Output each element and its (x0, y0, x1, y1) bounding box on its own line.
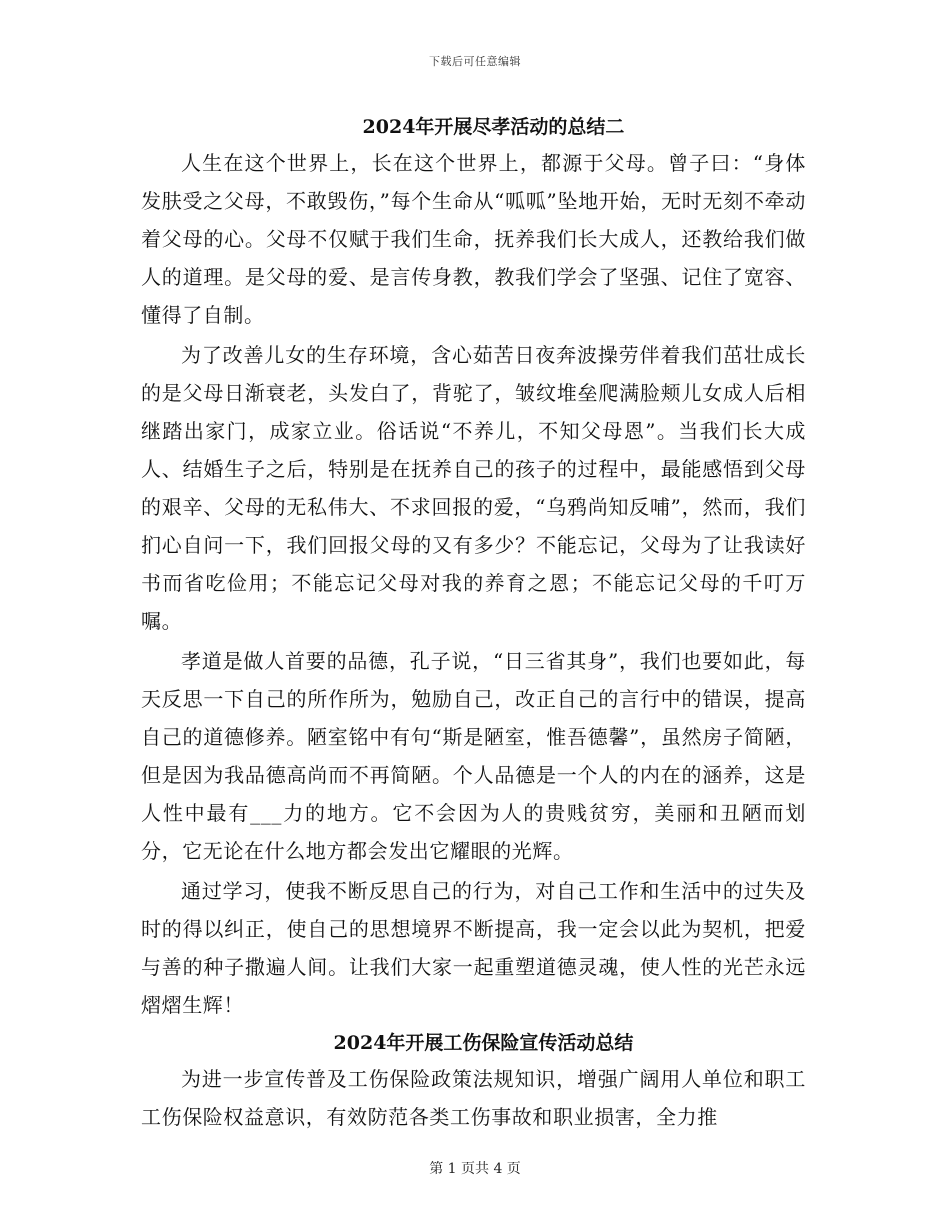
section-title: 2024年开展工伤保险宣传活动总结 (333, 1032, 634, 1054)
section-title: 2024年开展尽孝活动的总结二 (362, 116, 625, 138)
paragraph: 人生在这个世界上，长在这个世界上，都源于父母。曾子曰：“身体发肤受之父母，不敢毁伤，”每个生命从“呱呱”坠地开始，无时无刻不牵动着父母的心。父母不仅赋于我们生命，抚养我们长大成人，还教给我们做人的道理。是父母的爱、是言传身教，教我们学会了坚强、记住了宽容、懂得了自制。 (141, 151, 806, 327)
document-body (141, 112, 806, 1138)
paragraph: 为了改善儿女的生存环境，含心茹苦日夜奔波操劳伴着我们茁壮成长的是父母日渐衰老，头发白了，背驼了，皱纹堆垒爬满脸颊儿女成人后相继踏出家门，成家立业。俗话说“不养儿，不知父母恩”。当我们长大成人、结婚生子之后，特别是在抚养自己的孩子的过程中，最能感悟到父母的艰辛、父母的无私伟大、不求回报的爱，“乌鸦尚知反哺”，然而，我们扪心自问一下，我们回报父母的又有多少？不能忘记，父母为了让我读好书而省吃俭用；不能忘记父母对我的养育之恩；不能忘记父母的千叮万嘱。 (141, 343, 806, 633)
paragraph: 为进一步宣传普及工伤保险政策法规知识，增强广阔用人单位和职工工伤保险权益意识，有效防范各类工伤事故和职业损害，全力推 (141, 1067, 806, 1129)
section-filial-piety (141, 112, 806, 1024)
page-number: 第 1 页共 4 页 (429, 1161, 521, 1177)
page-header-note: 下载后可任意编辑 (429, 55, 521, 68)
paragraph: 孝道是做人首要的品德，孔子说，“日三省其身”，我们也要如此，每天反思一下自己的所作所为，勉励自己，改正自己的言行中的错误，提高自己的道德修养。陋室铭中有句“斯是陋室，惟吾德馨”，虽然房子简陋，但是因为我品德高尚而不再简陋。个人品德是一个人的内在的涵养，这是人性中最有___力的地方。它不会因为人的贵贱贫穷，美丽和丑陋而划分，它无论在什么地方都会发出它耀眼的光辉。 (141, 649, 806, 863)
section-work-injury-insurance (141, 1028, 806, 1136)
paragraph: 通过学习，使我不断反思自己的行为，对自己工作和生活中的过失及时的得以纠正，使自己的思想境界不断提高，我一定会以此为契机，把爱与善的种子撒遍人间。让我们大家一起重塑道德灵魂，使人性的光芒永远熠熠生辉！ (141, 879, 806, 1017)
